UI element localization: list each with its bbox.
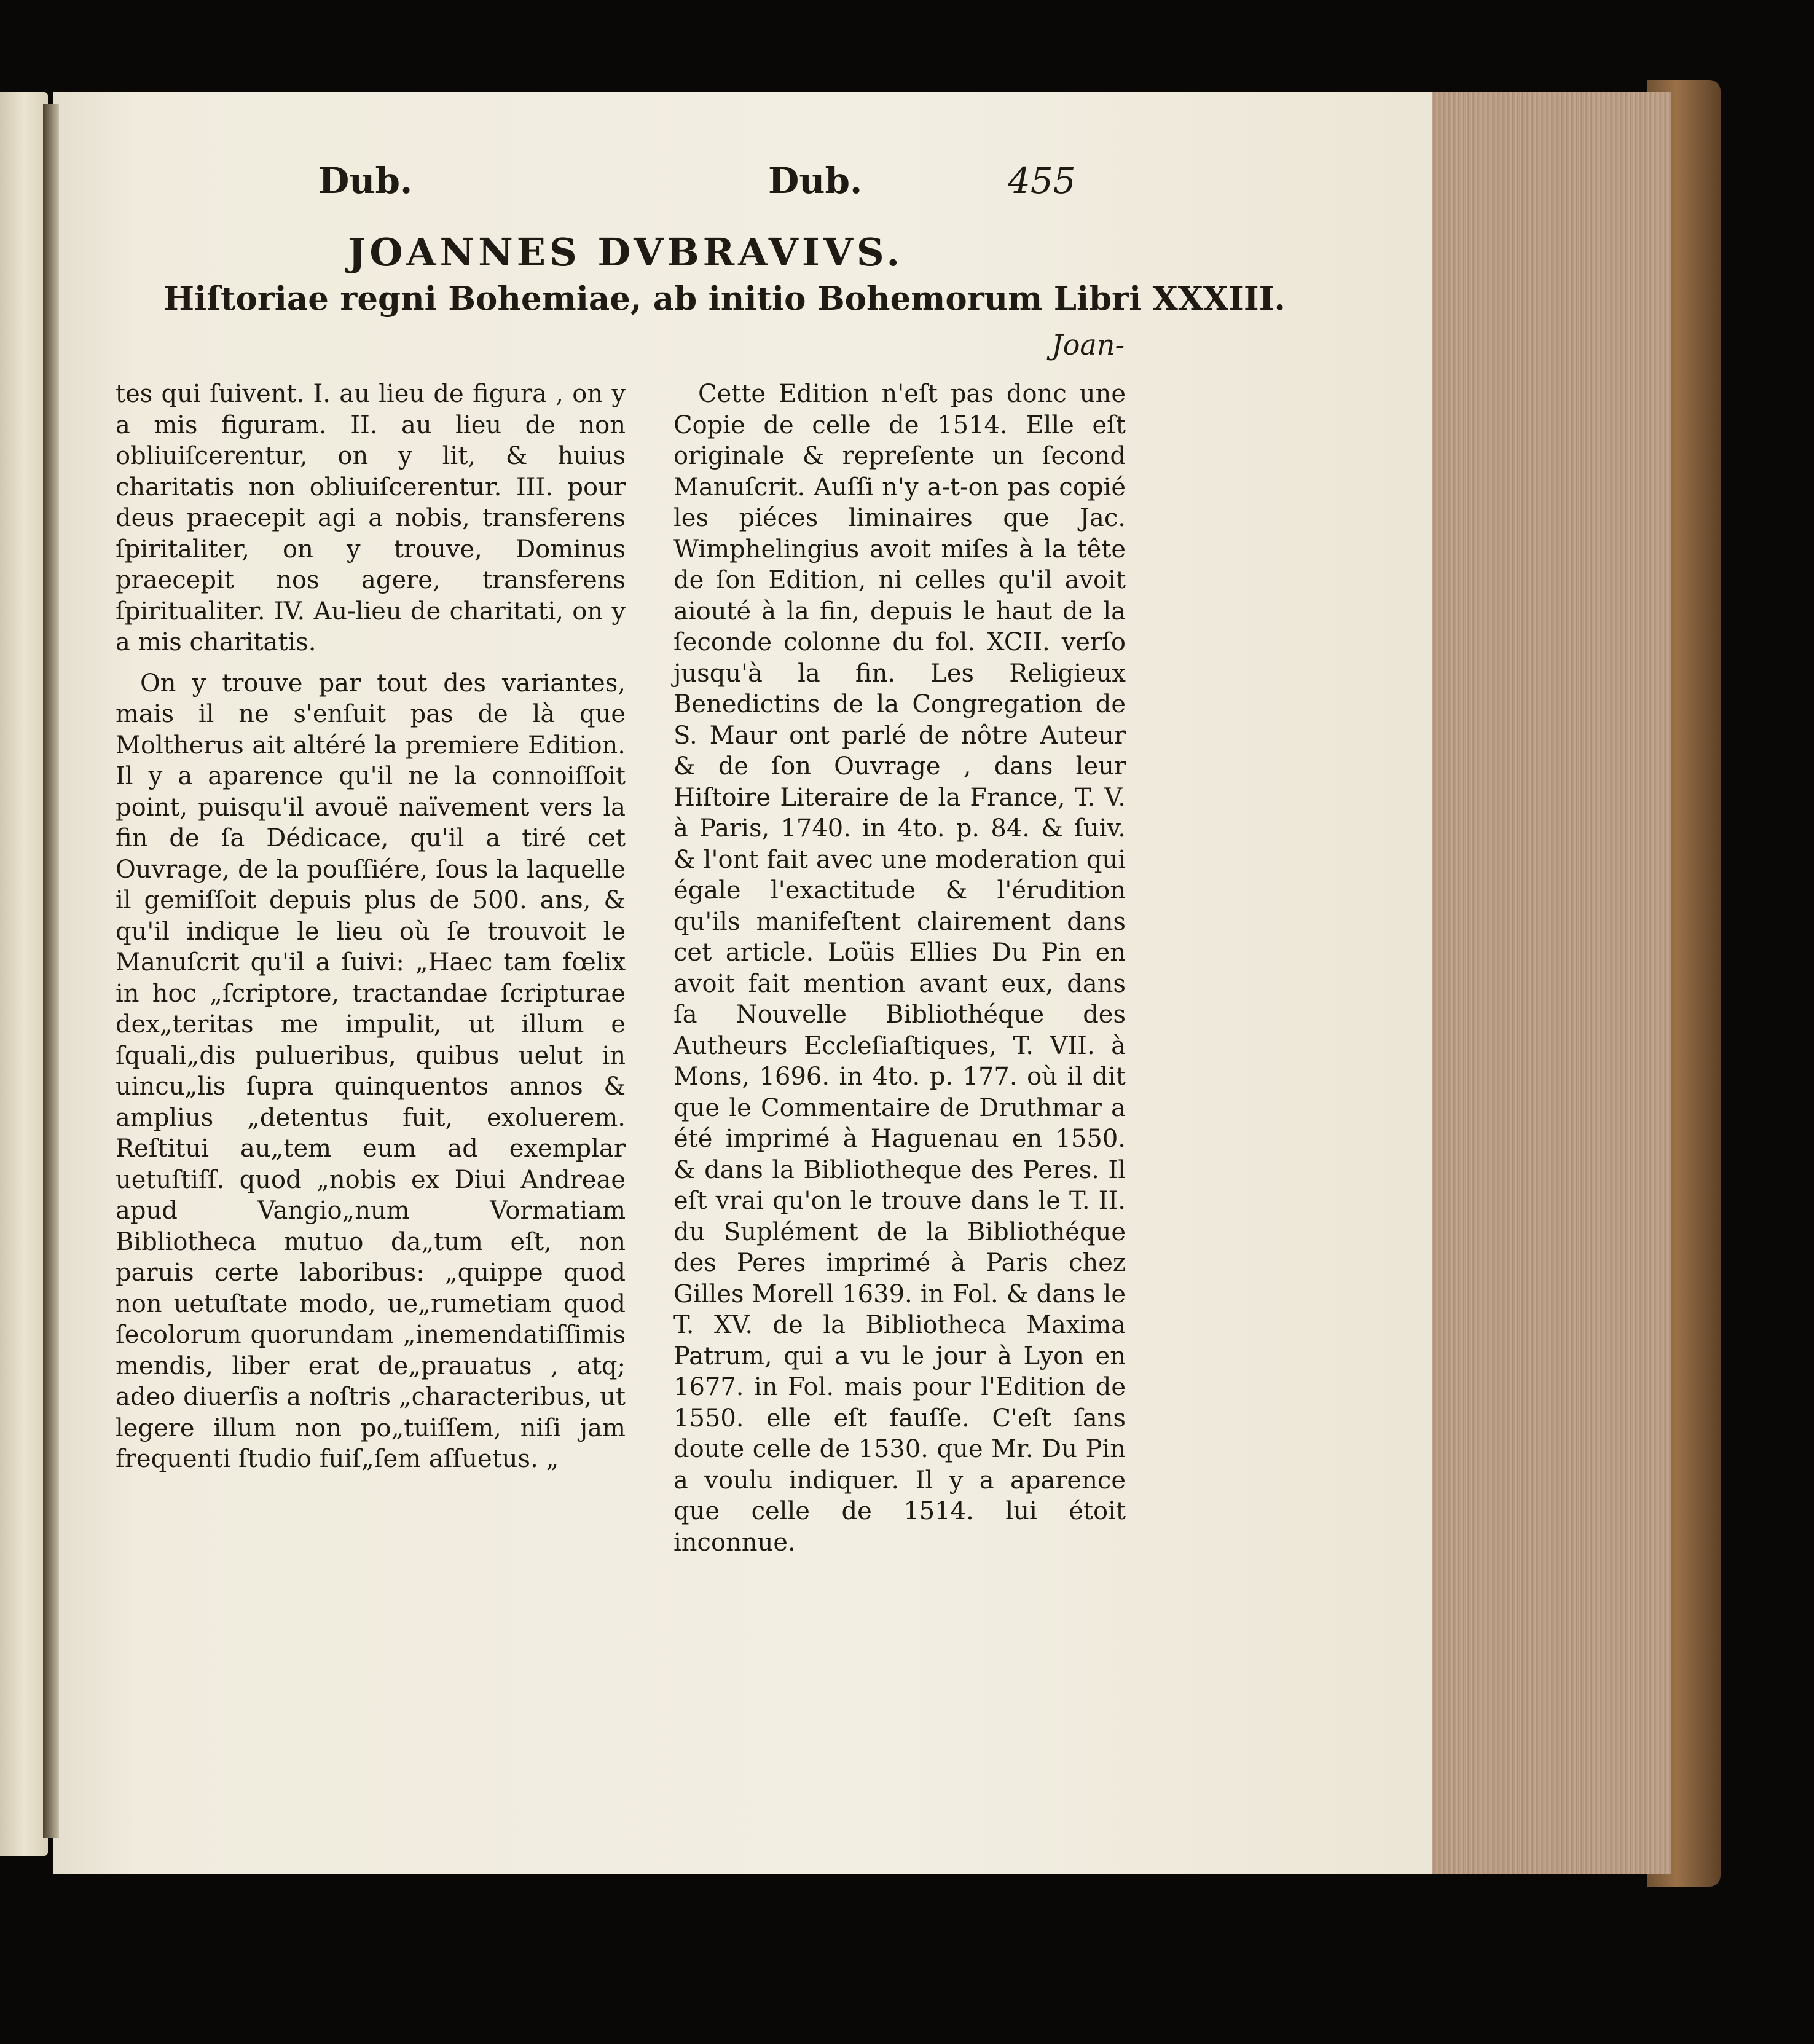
page-number: 455 xyxy=(1008,160,1076,202)
paragraph: On y trouve par tout des variantes, mais il ne s'enſuit pas de là que Moltherus ait altéré la premiere Edition. Il y a aparence qu'il ne la connoiſſoit point, puisqu'il avouë naïvement vers la fin de ſa Dédicace, qu'il a tiré cet Ouvrage, de la pouſſiére, ſous la laquelle il gemiſſoit depuis plus de 500. ans, & qu'il indique le lieu où ſe trouvoit le Manuſcrit qu'il a ſuivi: „Haec tam fœlix in hoc „ſcriptore, tractandae ſcripturae dex„teritas me impulit, ut illum e ſquali„dis pulueribus, quibus uelut in uincu„lis ſupra quinquentos annos & amplius „detentus fuit, exoluerem. Reſtitui au„tem eum ad exemplar uetuſtiſſ. quod „nobis ex Diui Andreae apud Vangio„num Vormatiam Bibliotheca mutuo da„tum eſt, non paruis certe laboribus: „quippe quod non uetuſtate modo, ue„rumetiam quod ſecolorum quorundam „inemendatiſſimis mendis, liber erat de„prauatus , atq; adeo diuerſis a noſtris „characteribus, ut legere illum non po„tuiſſem, niſi jam frequenti ſtudio fuiſ„ſem aſſuetus. „ xyxy=(116,669,626,1473)
running-head-left: Dub. xyxy=(318,160,413,202)
entry-title: Hiſtoriae regni Bohemiae, ab initio Bohemorum Libri XXXIII. xyxy=(163,280,1286,318)
previous-page-edge xyxy=(0,92,48,1856)
running-head-right: Dub. xyxy=(768,160,863,202)
left-column xyxy=(116,379,626,1485)
entry-name: JOANNES DVBRAVIVS. xyxy=(348,230,904,275)
page-block-edge xyxy=(1426,92,1671,1874)
right-column xyxy=(673,379,1126,1568)
paragraph: Cette Edition n'eſt pas donc une Copie de celle de 1514. Elle eſt originale & repreſente un ſecond Manuſcrit. Auſſi n'y a-t-on pas copié les piéces liminaires que Jac. Wimphelingius avoit miſes à la tête de ſon Edition, ni celles qu'il avoit aiouté à la fin, depuis le haut de la ſeconde colonne du fol. XCII. verſo jusqu'à la fin. Les Religieux Benedictins de la Congregation de S. Maur ont parlé de nôtre Auteur & de ſon Ouvrage , dans leur Hiſtoire Literaire de la France, T. V. à Paris, 1740. in 4to. p. 84. & ſuiv. & l'ont fait avec une moderation qui égale l'exactitude & l'érudition qu'ils manifeſtent clairement dans cet article. Loüis Ellies Du Pin en avoit fait mention avant eux, dans ſa Nouvelle Bibliothéque des Autheurs Eccleſiaſtiques, T. VII. à Mons, 1696. in 4to. p. 177. où il dit que le Commentaire de Druthmar a été imprimé à Haguenau en 1550. & dans la Bibliotheque des Peres. Il eſt vrai qu'on le trouve dans le T. II. du Suplément de la Bibliothéque des Peres imprimé à Paris chez Gilles Morell 1639. in Fol. & dans le T. XV. de la Bibliotheca Maxima Patrum, qui a vu le jour à Lyon en 1677. in Fol. mais pour l'Edition de 1550. elle eſt fauſſe. C'eſt ſans doute celle de 1530. que Mr. Du Pin a voulu indiquer. Il y a aparence que celle de 1514. lui étoit inconnue. xyxy=(673,380,1126,1557)
catchword: Joan- xyxy=(1051,328,1125,361)
gutter-shadow xyxy=(43,104,59,1838)
paragraph: tes qui ſuivent. I. au lieu de figura , on y a mis figuram. II. au lieu de non obliuiſcerentur, on y lit, & huius charitatis non obliuiſcerentur. III. pour deus praecepit agi a nobis, transferens ſpiritaliter, on y trouve, Dominus praecepit nos agere, transferens ſpiritualiter. IV. Au-lieu de charitati, on y a mis charitatis. xyxy=(116,380,626,656)
